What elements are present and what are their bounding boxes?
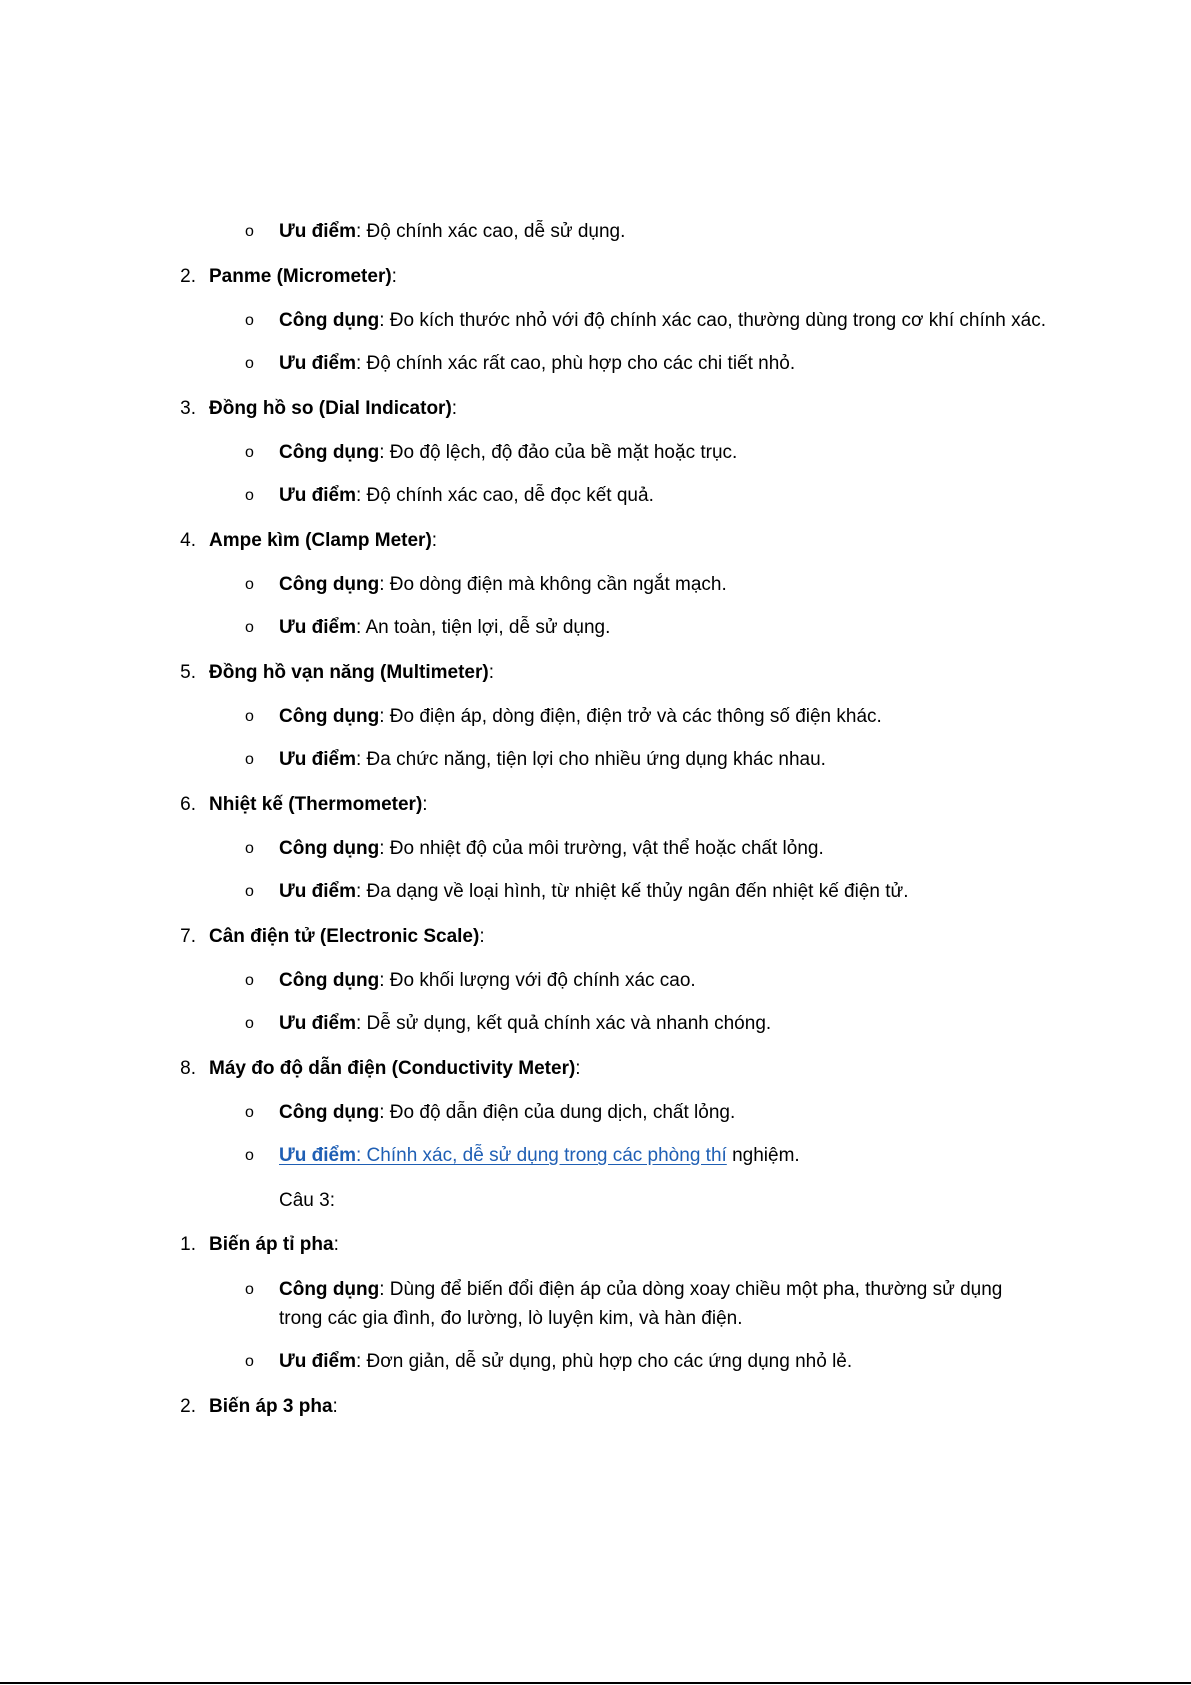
- heading-suffix: :: [422, 794, 428, 815]
- heading-text: [209, 397, 457, 421]
- bullet-text: [279, 1278, 1002, 1302]
- bullet-label: Ưu điểm: [279, 1013, 356, 1034]
- bullet-text: [279, 1101, 735, 1125]
- bullet-rest: : Đo điện áp, dòng điện, điện trở và các thông số điện khác.: [379, 706, 882, 727]
- bullet-label: Công dụng: [279, 442, 380, 463]
- bullet-label: Ưu điểm: [279, 485, 356, 506]
- heading-label: Ampe kìm (Clamp Meter): [209, 530, 432, 551]
- bullet-text: [279, 837, 824, 861]
- bullet-marker: o: [245, 444, 254, 461]
- heading-text: [209, 661, 494, 685]
- heading-text: [209, 265, 397, 289]
- bullet-rest: : Đo nhiệt độ của môi trường, vật thể hoặc chất lỏng.: [379, 838, 824, 859]
- bullet-marker: o: [245, 312, 254, 329]
- heading-suffix: :: [333, 1234, 339, 1255]
- bullet-rest: : An toàn, tiện lợi, dễ sử dụng.: [356, 617, 611, 638]
- bullet-label: Công dụng: [279, 706, 380, 727]
- bullet-text: [279, 352, 795, 376]
- bullet-rest: : Độ chính xác cao, dễ sử dụng.: [356, 221, 626, 242]
- list-number: 2.: [180, 1396, 196, 1417]
- bullet-label: Công dụng: [279, 1102, 380, 1123]
- bullet-label: Công dụng: [279, 970, 380, 991]
- bullet-marker: o: [245, 1353, 254, 1370]
- list-number: 5.: [180, 662, 196, 683]
- bullet-marker: o: [245, 487, 254, 504]
- bullet-marker: o: [245, 1104, 254, 1121]
- bullet-rest: : Đo dòng điện mà không cần ngắt mạch.: [379, 574, 727, 595]
- list-number: 2.: [180, 266, 196, 287]
- link-text: : Chính xác, dễ sử dụng trong các phòng thí: [356, 1145, 727, 1166]
- heading-label: Panme (Micrometer): [209, 266, 392, 287]
- list-number: 3.: [180, 398, 196, 419]
- bullet-rest: : Đo kích thước nhỏ với độ chính xác cao, thường dùng trong cơ khí chính xác.: [379, 310, 1046, 331]
- bullet-marker: o: [245, 840, 254, 857]
- bullet-marker: o: [245, 972, 254, 989]
- heading-label: Cân điện tử (Electronic Scale): [209, 926, 480, 947]
- bullet-rest: : Dễ sử dụng, kết quả chính xác và nhanh chóng.: [356, 1013, 772, 1034]
- bullet-marker: o: [245, 576, 254, 593]
- bullet-rest: : Đo khối lượng với độ chính xác cao.: [379, 970, 696, 991]
- bullet-marker: o: [245, 355, 254, 372]
- bullet-marker: o: [245, 708, 254, 725]
- heading-text: [209, 529, 437, 553]
- heading-text: [209, 793, 428, 817]
- bullet-marker: o: [245, 1147, 254, 1164]
- bullet-text: [279, 880, 909, 904]
- bullet-label: Ưu điểm: [279, 749, 356, 770]
- heading-suffix: :: [451, 398, 458, 419]
- bullet-label: Ưu điểm: [279, 221, 356, 242]
- heading-label: Biến áp 3 pha: [209, 1396, 333, 1417]
- bullet-marker: o: [245, 223, 254, 240]
- bullet-text: [279, 616, 610, 640]
- bullet-rest: : Đơn giản, dễ sử dụng, phù hợp cho các ứng dụng nhỏ lẻ.: [356, 1351, 853, 1372]
- bullet-text: [279, 441, 737, 465]
- list-number: 4.: [180, 530, 196, 551]
- bullet-rest: : Dùng để biến đổi điện áp của dòng xoay chiều một pha, thường sử dụng: [379, 1279, 1003, 1300]
- bullet-text: [279, 705, 882, 729]
- bullet-text: [279, 220, 625, 244]
- list-number: 7.: [180, 926, 196, 947]
- bullet-label: Ưu điểm: [279, 353, 356, 374]
- bullet-label: Công dụng: [279, 310, 380, 331]
- heading-label: Nhiệt kế (Thermometer): [209, 794, 423, 815]
- list-number: 6.: [180, 794, 196, 815]
- bullet-label: Ưu điểm: [279, 881, 356, 902]
- bullet-text: [279, 969, 696, 993]
- heading-label: Đồng hồ so (Dial Indicator): [209, 398, 452, 419]
- bullet-text: [279, 748, 826, 772]
- bullet-rest: : Độ chính xác cao, dễ đọc kết quả.: [356, 485, 654, 506]
- bullet-label: Công dụng: [279, 1279, 380, 1300]
- bullet-marker: o: [245, 619, 254, 636]
- bullet-rest: : Đo độ dẫn điện của dung dịch, chất lỏng.: [379, 1102, 736, 1123]
- heading-label: Biến áp tỉ pha: [209, 1234, 334, 1255]
- list-number: 1.: [180, 1234, 196, 1255]
- bullet-marker: o: [245, 751, 254, 768]
- bullet-label: Ưu điểm: [279, 1145, 356, 1166]
- heading-suffix: :: [332, 1396, 338, 1417]
- heading-label: Máy đo độ dẫn điện (Conductivity Meter): [209, 1058, 576, 1079]
- bullet-label: Ưu điểm: [279, 617, 356, 638]
- bullet-rest: : Đa chức năng, tiện lợi cho nhiều ứng dụng khác nhau.: [356, 749, 826, 770]
- bullet-label: Công dụng: [279, 838, 380, 859]
- plain-text: Câu 3:: [279, 1190, 335, 1211]
- hyperlink[interactable]: [279, 1145, 727, 1166]
- heading-text: [209, 1233, 339, 1257]
- plain-text: trong các gia đình, đo lường, lò luyện kim, và hàn điện.: [279, 1308, 743, 1329]
- bullet-rest: : Đo độ lệch, độ đảo của bề mặt hoặc trục.: [379, 442, 738, 463]
- heading-label: Đồng hồ vạn năng (Multimeter): [209, 662, 489, 683]
- heading-suffix: :: [479, 926, 485, 947]
- heading-suffix: :: [488, 662, 494, 683]
- heading-suffix: :: [575, 1058, 581, 1079]
- bullet-label: Công dụng: [279, 574, 380, 595]
- bullet-rest: : Đa dạng về loại hình, từ nhiệt kế thủy ngân đến nhiệt kế điện tử.: [356, 881, 909, 902]
- bullet-rest: nghiệm.: [726, 1145, 800, 1166]
- bullet-text: [279, 1350, 852, 1374]
- bullet-text: [279, 573, 727, 597]
- bullet-marker: o: [245, 1015, 254, 1032]
- bullet-text: [279, 1012, 771, 1036]
- bullet-text: [279, 309, 1046, 333]
- heading-text: [209, 925, 485, 949]
- bullet-marker: o: [245, 883, 254, 900]
- bullet-marker: o: [245, 1281, 254, 1298]
- page-bottom-rule: [0, 1682, 1191, 1684]
- heading-suffix: :: [391, 266, 397, 287]
- list-number: 8.: [180, 1058, 196, 1079]
- bullet-rest: : Độ chính xác rất cao, phù hợp cho các chi tiết nhỏ.: [356, 353, 796, 374]
- heading-suffix: :: [431, 530, 438, 551]
- bullet-text: [279, 1144, 800, 1168]
- heading-text: [209, 1057, 581, 1081]
- bullet-text: [279, 484, 654, 508]
- heading-text: [209, 1395, 338, 1419]
- bullet-label: Ưu điểm: [279, 1351, 356, 1372]
